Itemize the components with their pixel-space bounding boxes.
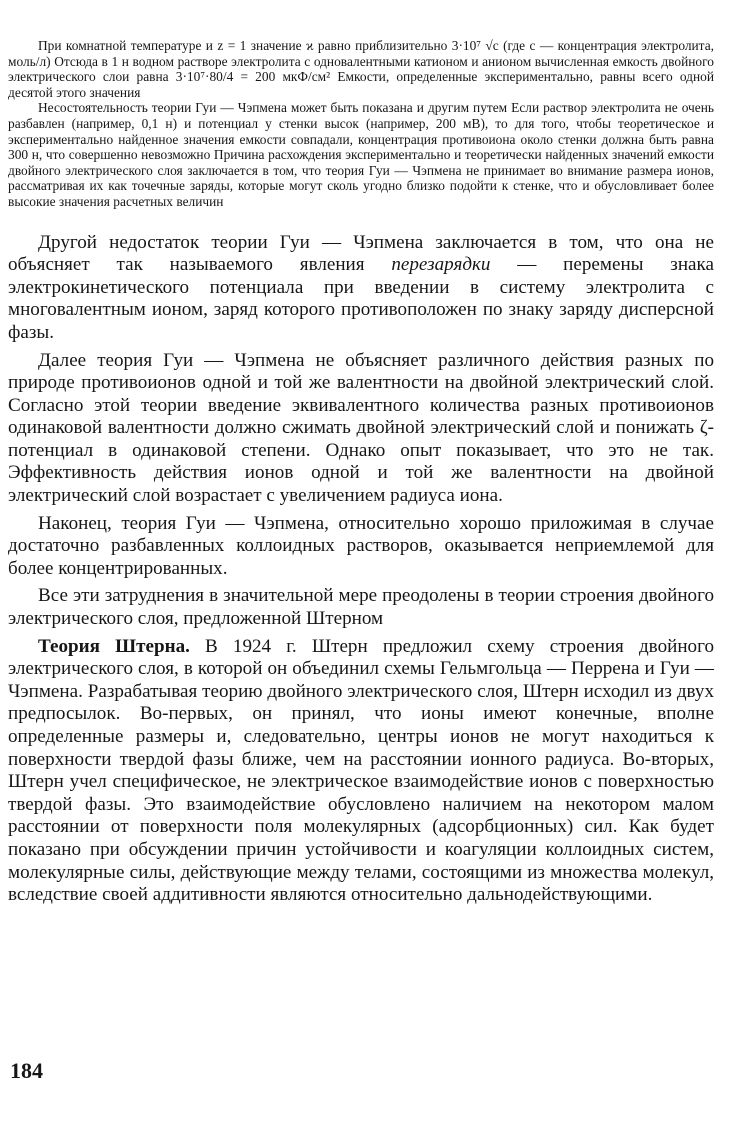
paragraph-recharge-start: Другой недостаток теории Гуи — Чэпмена заключается в том, что она не объясняет так называемого явления <box>8 231 714 276</box>
small-paragraph-2: Несостоятельность теории Гуи — Чэпмена может быть показана и другим путем Если раствор электролита не очень разбавлен (например, 0,1 н) и потенциал у стенки высок (например, 200 мВ), то для того, чтобы теоретическое и экспериментально найденное значения емкости совпадали, концентрация противоиона около стенки должна быть равна 300 н, что совершенно невозможно Причина расхождения экспериментально и теоретически найденных значений емкости двойного электрического слоя заключается в том, что теория Гуи — Чэпмена не принимает во внимание размера ионов, рассматривая их как точечные заряды, которые могут сколь угодно близко подойти к стенке, что и обусловливает более высокие значения расчетных величин <box>8 100 714 209</box>
paragraph-stern-intro: Все эти затруднения в значительной мере преодолены в теории строения двойного электрического слоя, предложенной Штерном <box>8 585 714 630</box>
paragraph-stern-theory <box>8 636 714 907</box>
page-number: 184 <box>10 1058 43 1083</box>
small-print-block <box>8 38 714 210</box>
main-text-block <box>8 232 714 907</box>
stern-theory-body: В 1924 г. Штерн предложил схему строения двойного электрического слоя, в которой он объединил схемы Гельмгольца — Перрена и Гуи — Чэпмена. Разрабатывая теорию двойного электрического слоя, Штерн исходил из двух предпосылок. Во-первых, он принял, что ионы имеют конечные, вполне определенные размеры и, следовательно, центры ионов не могут находиться к поверхности твердой фазы ближе, чем на расстоянии ионного радиуса. Во-вторых, Штерн учел специфическое, не электрическое взаимодействие ионов с поверхностью твердой фазы. Это взаимодействие обусловлено наличием на некотором малом расстоянии от поверхности поля молекулярных (адсорбционных) сил. Как будет показано при обсуждении причин устойчивости и коагуляции коллоидных систем, молекулярные силы, действующие между телами, состоящими из множества молекул, вследствие своей аддитивности являются относительно дальнодействующими. <box>8 635 714 906</box>
term-recharge: перезарядки <box>391 254 491 276</box>
small-paragraph-1: При комнатной температуре и z = 1 значение ϰ равно приблизительно 3·10⁷ √c (где c — концентрация электролита, моль/л) Отсюда в 1 н водном растворе электролита с одновалентными катионом и анионом вычисленная емкость двойного электрического слои равна 3·10⁷·80/4 = 200 мкФ/см² Емкости, определенные экспериментально, равны всего одной десятой этого значения <box>8 38 714 100</box>
paragraph-recharge-end: — перемены знака электрокинетического потенциала при введении в систему электролита с многовалентным ионом, заряд которого противоположен по знаку заряду дисперсной фазы. <box>8 254 714 343</box>
paragraph-recharge <box>8 232 714 345</box>
stern-theory-heading: Теория Штерна. <box>38 635 190 657</box>
paragraph-counterions: Далее теория Гуи — Чэпмена не объясняет различного действия разных по природе противоионов одной и той же валентности на двойной электрический слой. Согласно этой теории введение эквивалентного количества разных противоионов одинаковой валентности должно сжимать двойной электрический слой и понижать ζ-потенциал в одинаковой степени. Однако опыт показывает, что это не так. Эффективность действия ионов одной и той же валентности на двойной электрический слой возрастает с увеличением радиуса иона. <box>8 349 714 507</box>
paragraph-concentrated: Наконец, теория Гуи — Чэпмена, относительно хорошо приложимая в случае достаточно разбавленных коллоидных растворов, оказывается неприемлемой для более концентрированных. <box>8 512 714 579</box>
